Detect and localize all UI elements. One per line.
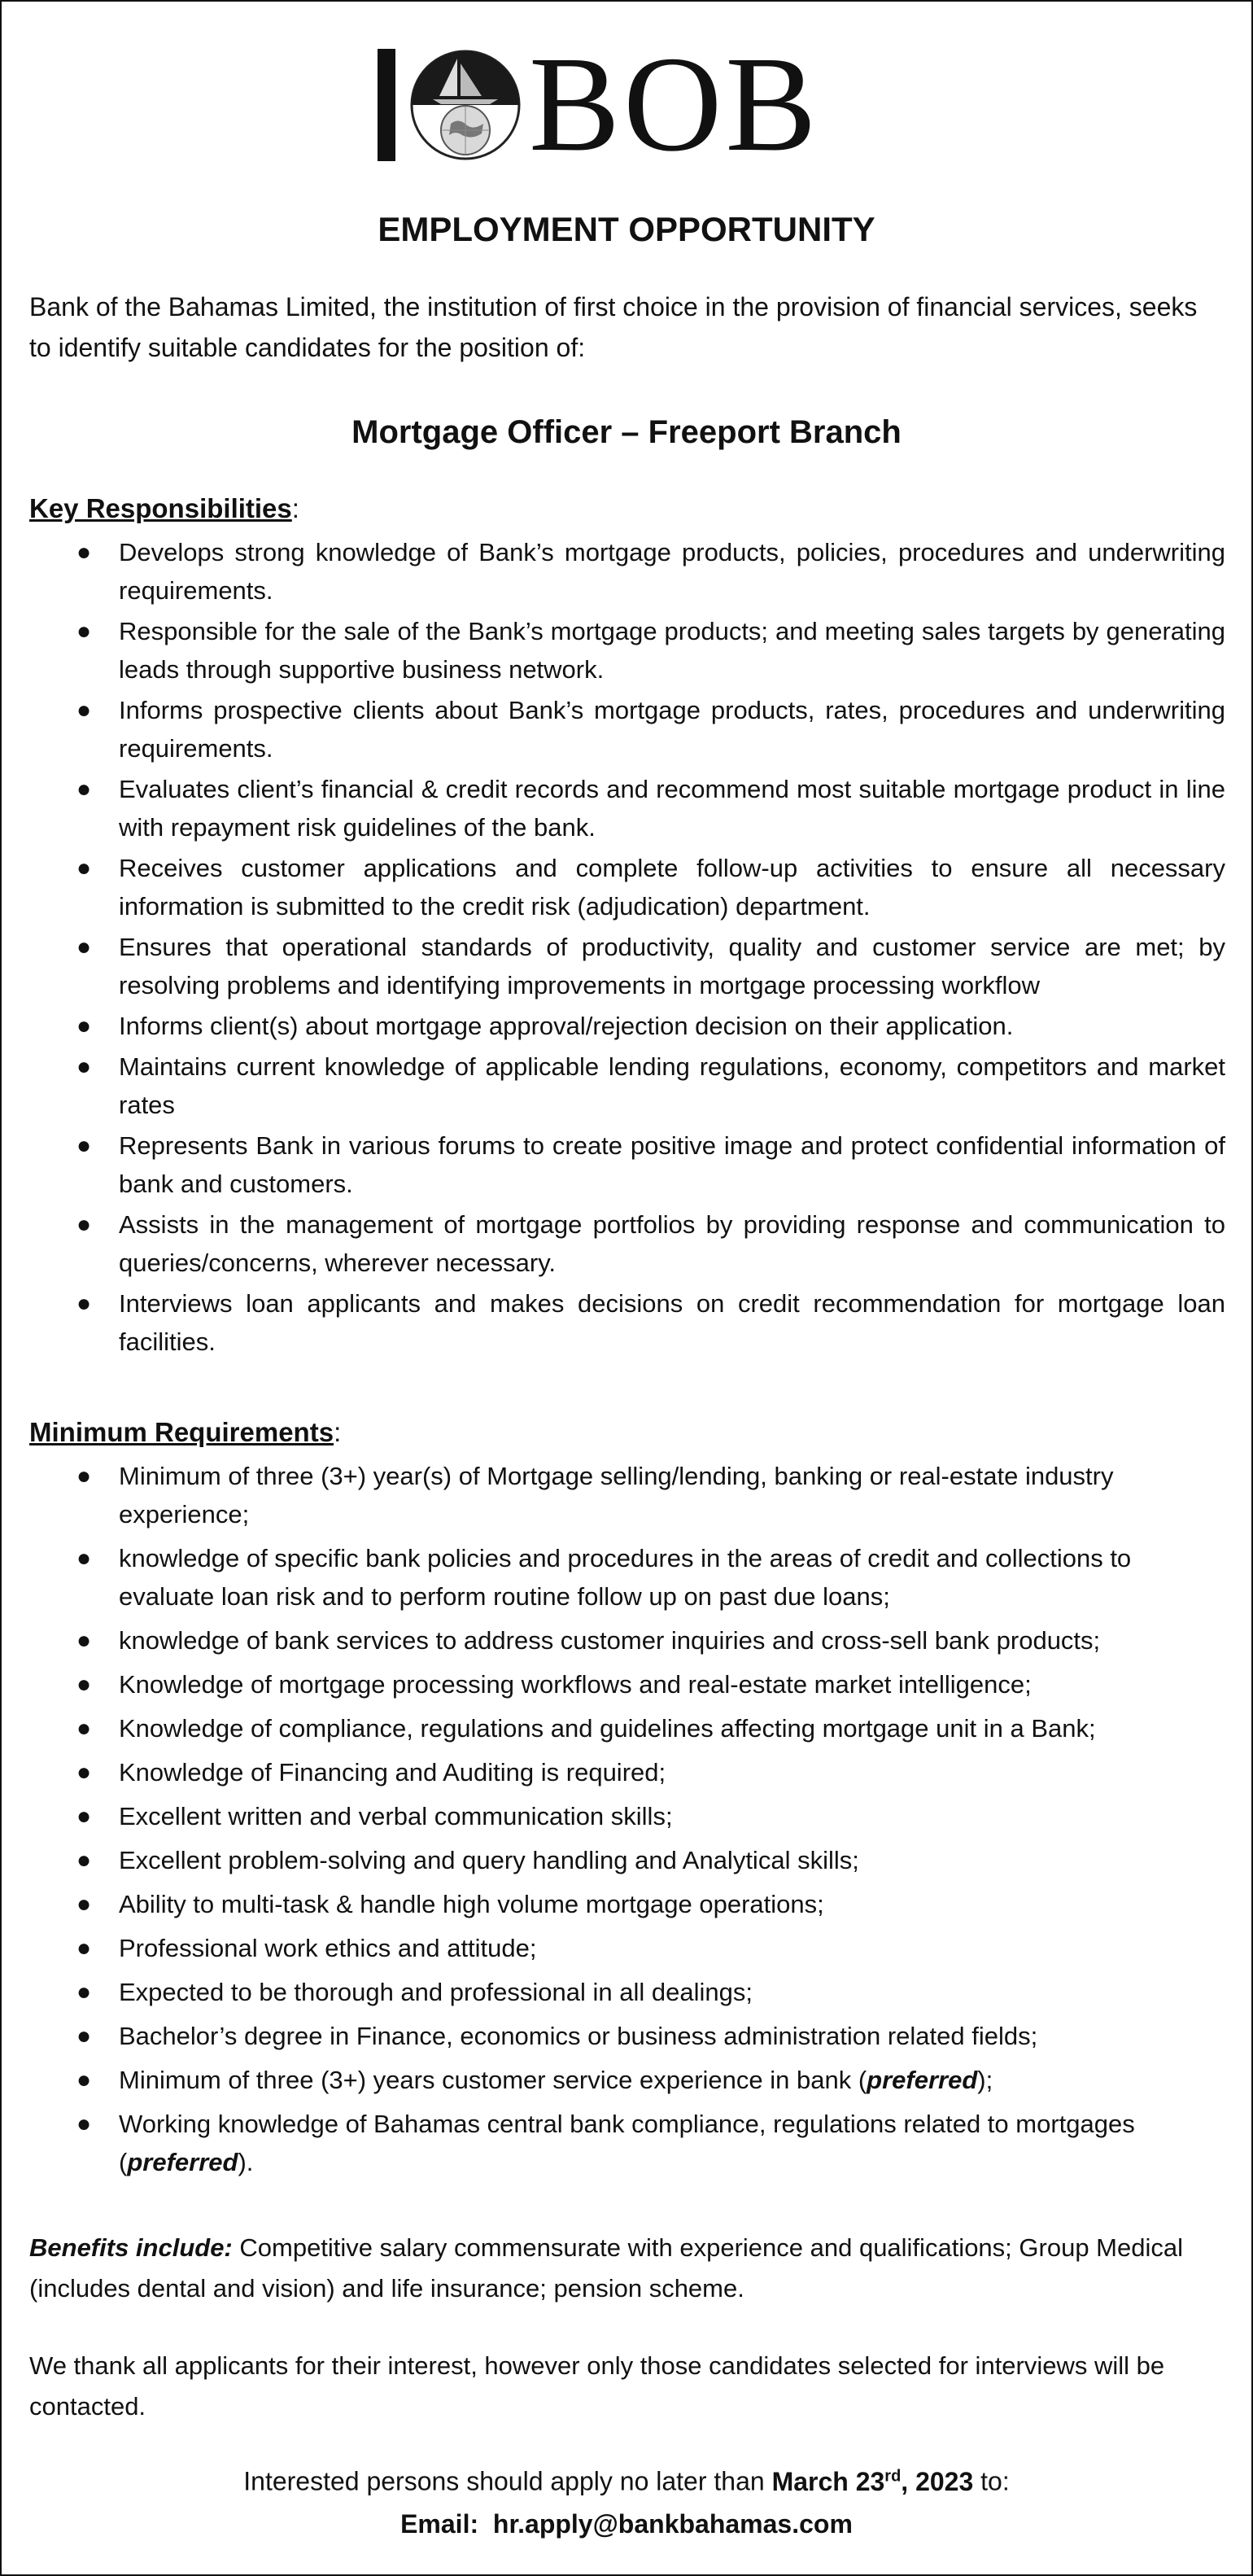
- requirements-heading-colon: :: [334, 1417, 342, 1447]
- list-item-text-part: ).: [238, 2148, 254, 2176]
- bullet-icon: ●: [76, 1290, 92, 1317]
- list-item-text: Excellent written and verbal communication skills;: [119, 1802, 673, 1830]
- bullet-icon: ●: [76, 618, 92, 645]
- list-item-text-part: Minimum of three (3+) years customer service experience in bank (: [119, 2066, 867, 2094]
- list-item-text: Interviews loan applicants and makes decisions on credit recommendation for mortgage loan facilities.: [119, 1289, 1225, 1356]
- list-item: [29, 612, 1225, 689]
- list-item-text: Minimum of three (3+) year(s) of Mortgage selling/lending, banking or real-estate industry experience;: [119, 1462, 1114, 1529]
- email-address[interactable]: hr.apply@bankbahamas.com: [492, 2508, 853, 2539]
- email-label: Email:: [400, 2508, 479, 2539]
- bullet-icon: ●: [76, 1891, 92, 1918]
- bullet-icon: ●: [76, 1545, 92, 1572]
- responsibilities-heading: [29, 490, 299, 527]
- list-item-text: Assists in the management of mortgage portfolios by providing response and communication to queries/concerns, wherever necessary.: [119, 1210, 1225, 1277]
- list-item: [29, 928, 1225, 1004]
- list-item: [29, 770, 1225, 846]
- list-item: [29, 1753, 1225, 1791]
- list-item-text: Knowledge of Financing and Auditing is required;: [119, 1758, 666, 1787]
- bullet-icon: ●: [76, 1803, 92, 1830]
- bullet-icon: ●: [76, 1979, 92, 2005]
- page-title: EMPLOYMENT OPPORTUNITY: [378, 210, 875, 248]
- list-item-text: knowledge of specific bank policies and procedures in the areas of credit and collections to evaluate loan risk and to perform routine follow up on past due loans;: [119, 1544, 1132, 1611]
- list-item-text: Expected to be thorough and professional in all dealings;: [119, 1978, 753, 2006]
- bullet-icon: ●: [76, 776, 92, 803]
- list-item-text-part: Working knowledge of Bahamas central bank compliance, regulations related to mortgages (: [119, 2110, 1135, 2176]
- list-item: [29, 1885, 1225, 1923]
- benefits-text: Competitive salary commensurate with experience and qualifications; Group Medical (includes dental and vision) and life insurance; pension scheme.: [29, 2233, 1183, 2303]
- list-item: [29, 1539, 1225, 1616]
- list-item-text: Knowledge of mortgage processing workflows and real-estate market intelligence;: [119, 1670, 1032, 1699]
- list-item: [29, 2017, 1225, 2055]
- list-item-text: Evaluates client’s financial & credit records and recommend most suitable mortgage product in line with repayment risk guidelines of the bank.: [119, 775, 1225, 842]
- bullet-icon: ●: [76, 697, 92, 724]
- benefits-paragraph: [29, 2228, 1225, 2309]
- bob-logo: [376, 28, 864, 180]
- list-item-text: Excellent problem-solving and query handling and Analytical skills;: [119, 1846, 859, 1874]
- list-item: [29, 1126, 1225, 1203]
- list-item-text: Maintains current knowledge of applicable lending regulations, economy, competitors and market rates: [119, 1052, 1225, 1119]
- requirements-list: [29, 1457, 1225, 2187]
- list-item: [29, 2061, 1225, 2099]
- list-item: [29, 1007, 1225, 1045]
- apply-deadline: [2, 2455, 1251, 2503]
- responsibilities-list: [29, 533, 1225, 1363]
- bullet-icon: ●: [76, 1463, 92, 1489]
- intro-paragraph: Bank of the Bahamas Limited, the institution of first choice in the provision of financial services, seeks to identify suitable candidates for the position of:: [29, 292, 1198, 362]
- bullet-icon: ●: [76, 1053, 92, 1080]
- bullet-icon: ●: [76, 1935, 92, 1962]
- logo-bar: [378, 49, 395, 161]
- list-item-text: Ability to multi-task & handle high volume mortgage operations;: [119, 1890, 824, 1918]
- thanks-paragraph: We thank all applicants for their interest, however only those candidates selected for interviews will be contacted.: [29, 2351, 1165, 2421]
- position-title: Mortgage Officer – Freeport Branch: [351, 414, 902, 450]
- bullet-icon: ●: [76, 1759, 92, 1786]
- bullet-icon: ●: [76, 1012, 92, 1039]
- bullet-icon: ●: [76, 1715, 92, 1742]
- bullet-icon: ●: [76, 855, 92, 881]
- bullet-icon: ●: [76, 2066, 92, 2093]
- apply-date-year: , 2023: [901, 2466, 974, 2496]
- list-item-text: Ensures that operational standards of productivity, quality and customer service are met; by resolving problems and identifying improvements in mortgage processing workflow: [119, 933, 1225, 999]
- logo-text: BOB: [529, 28, 820, 180]
- list-item-text: knowledge of bank services to address customer inquiries and cross-sell bank products;: [119, 1626, 1101, 1655]
- list-item: [29, 1047, 1225, 1124]
- bullet-icon: ●: [76, 539, 92, 566]
- list-item: [29, 1665, 1225, 1703]
- list-item: [29, 1284, 1225, 1361]
- list-item-text: Responsible for the sale of the Bank’s mortgage products; and meeting sales targets by generating leads through supportive business network.: [119, 617, 1225, 684]
- bullet-icon: ●: [76, 2023, 92, 2049]
- list-item-text: Develops strong knowledge of Bank’s mortgage products, policies, procedures and underwriting requirements.: [119, 538, 1225, 605]
- bullet-icon: ●: [76, 2110, 92, 2137]
- list-item-text: [119, 2066, 993, 2094]
- apply-block: [2, 2455, 1251, 2545]
- list-item-text: Receives customer applications and complete follow-up activities to ensure all necessary information is submitted to the credit risk (adjudication) department.: [119, 854, 1225, 921]
- bullet-icon: ●: [76, 934, 92, 960]
- list-item: [29, 533, 1225, 610]
- responsibilities-heading-text: Key Responsibilities: [29, 493, 292, 523]
- requirements-heading: [29, 1414, 341, 1451]
- apply-date: March 23: [771, 2466, 885, 2496]
- apply-text: Interested persons should apply no later than: [243, 2466, 772, 2496]
- list-item: [29, 2105, 1225, 2181]
- preferred-emphasis: preferred: [867, 2066, 978, 2094]
- list-item: [29, 1205, 1225, 1282]
- benefits-label: Benefits include:: [29, 2233, 233, 2262]
- list-item: [29, 1929, 1225, 1967]
- apply-date-suffix: rd: [884, 2467, 902, 2485]
- list-item: [29, 1457, 1225, 1533]
- bullet-icon: ●: [76, 1132, 92, 1159]
- bullet-icon: ●: [76, 1627, 92, 1654]
- list-item: [29, 1973, 1225, 2011]
- list-item: [29, 691, 1225, 768]
- list-item: [29, 1841, 1225, 1879]
- bullet-icon: ●: [76, 1671, 92, 1698]
- list-item-text: Represents Bank in various forums to create positive image and protect confidential information of bank and customers.: [119, 1131, 1225, 1198]
- email-line: [2, 2503, 1251, 2545]
- list-item-text: Informs prospective clients about Bank’s mortgage products, rates, procedures and underwriting requirements.: [119, 696, 1225, 763]
- list-item-text: [119, 2110, 1135, 2176]
- bullet-icon: ●: [76, 1211, 92, 1238]
- list-item-text: Knowledge of compliance, regulations and guidelines affecting mortgage unit in a Bank;: [119, 1714, 1096, 1743]
- requirements-heading-text: Minimum Requirements: [29, 1417, 334, 1447]
- bullet-icon: ●: [76, 1847, 92, 1874]
- list-item: [29, 849, 1225, 925]
- list-item-text-part: );: [977, 2066, 993, 2094]
- preferred-emphasis: preferred: [127, 2148, 238, 2176]
- list-item: [29, 1709, 1225, 1747]
- list-item: [29, 1797, 1225, 1835]
- list-item-text: Professional work ethics and attitude;: [119, 1934, 537, 1962]
- list-item-text: Bachelor’s degree in Finance, economics or business administration related fields;: [119, 2022, 1038, 2050]
- bank-globe-logo-icon: [408, 49, 522, 161]
- list-item-text: Informs client(s) about mortgage approval/rejection decision on their application.: [119, 1012, 1014, 1040]
- apply-text-after: to:: [973, 2466, 1010, 2496]
- list-item: [29, 1621, 1225, 1660]
- responsibilities-heading-colon: :: [291, 493, 299, 523]
